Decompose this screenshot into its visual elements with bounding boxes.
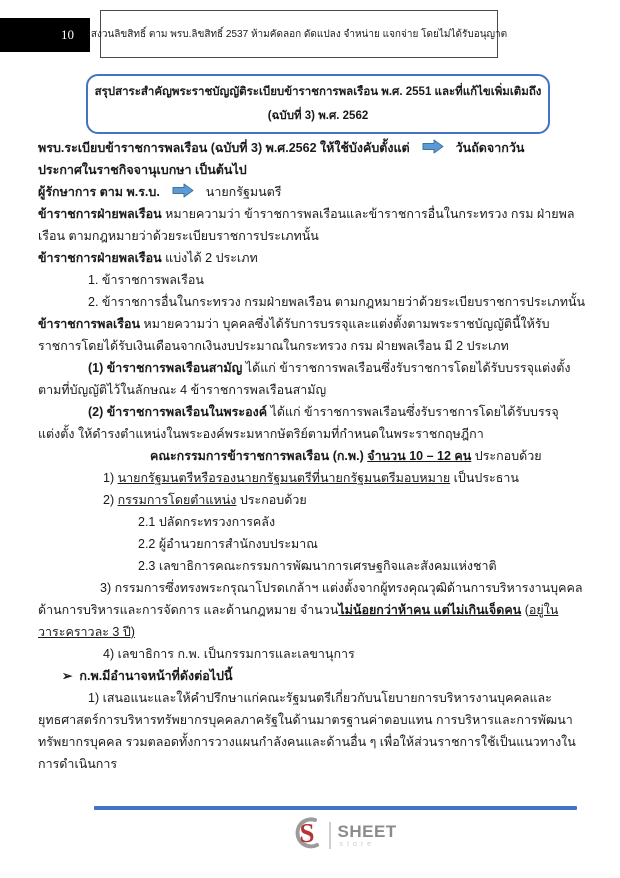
text-line (0, 181, 620, 203)
sheet-store-s-logo-icon (292, 816, 322, 855)
text-segment: ผู้รักษาการ ตาม พ.ร.บ. (38, 185, 160, 199)
text-segment: ได้แก่ ข้าราชการพลเรือนซึ่งรับราชการโดยได้รับบรรจุแต่งตั้ง (242, 361, 571, 375)
text-segment: นายกรัฐมนตรี (205, 185, 282, 199)
text-segment: คณะกรรมการข้าราชการพลเรือน (ก.พ.) (150, 449, 368, 463)
text-segment: 2.1 ปลัดกระทรวงการคลัง (138, 515, 276, 529)
text-segment: ตามที่บัญญัติไว้ในลักษณะ 4 ข้าราชการพลเรือนสามัญ (38, 383, 327, 397)
text-segment: ประกอบด้วย (471, 449, 542, 463)
text-line (0, 621, 620, 643)
text-line (0, 203, 620, 225)
text-line (0, 247, 620, 269)
text-line (0, 291, 620, 313)
text-line (0, 357, 620, 379)
text-line (0, 489, 620, 511)
text-segment: ข้าราชการพลเรือน (38, 317, 141, 331)
text-segment: 1) เสนอแนะและให้คำปรึกษาแก่คณะรัฐมนตรีเกี่ยวกับนโยบายการบริหารงานบุคคลและ (88, 691, 552, 705)
text-segment: อยู่ใน (528, 603, 559, 617)
text-line (0, 159, 620, 181)
text-line (0, 555, 620, 577)
right-block-arrow-icon (422, 139, 444, 161)
text-line (0, 313, 620, 335)
text-segment: ข้าราชการฝ่ายพลเรือน (38, 207, 162, 221)
text-segment: ทรัพยากรบุคคล รวมตลอดทั้งการวางแผนกำลังคนและด้านอื่น ๆ เพื่อให้ส่วนราชการใช้เป็นแนวทางใน (38, 735, 576, 749)
text-segment: จำนวน 10 – 12 คน (367, 449, 472, 463)
text-segment: แต่งตั้ง ให้ดำรงตำแหน่งในพระองค์พระมหากษัตริย์ตามที่กำหนดในพระราชกฤษฎีกา (38, 427, 484, 441)
text-segment: 2.3 เลขาธิการคณะกรรมการพัฒนาการเศรษฐกิจและสังคมแห่งชาติ (138, 559, 497, 573)
document-title-line1: สรุปสาระสำคัญพระราชบัญญัติระเบียบข้าราชการพลเรือน พ.ศ. 2551 และที่แก้ไขเพิ่มเติมถึง (94, 86, 542, 98)
text-line (0, 731, 620, 753)
text-line (0, 599, 620, 621)
text-segment: ข้าราชการฝ่ายพลเรือน (38, 251, 162, 265)
text-segment: ประกอบด้วย (236, 493, 307, 507)
text-segment: 4) เลขาธิการ ก.พ. เป็นกรรมการและเลขานุการ (103, 647, 355, 661)
text-segment: ไม่น้อยกว่าห้าคน แต่ไม่เกินเจ็ดคน (338, 603, 522, 617)
brand-subtitle: store (339, 840, 376, 848)
text-segment: เป็นประธาน (450, 471, 519, 485)
text-segment: นายกรัฐมนตรีหรือรองนายกรัฐมนตรีที่นายกรัฐมนตรีมอบหมาย (117, 471, 451, 485)
footer-divider-line (94, 806, 577, 810)
text-line (0, 225, 620, 247)
text-segment: ➢ ก.พ.มีอำนาจหน้าที่ดังต่อไปนี้ (62, 669, 233, 683)
text-segment: แบ่งได้ 2 ประเภท (161, 251, 258, 265)
text-line (0, 445, 620, 467)
brand-name: SHEET (337, 821, 397, 841)
sheet-store-logo (292, 816, 397, 854)
page-number-box (0, 18, 90, 52)
text-segment: ยุทธศาสตร์การบริหารทรัพยากรบุคคลภาครัฐในด้านมาตรฐานค่าตอบแทน การบริหารและการพัฒนา (38, 713, 573, 727)
text-segment: ได้แก่ ข้าราชการพลเรือนซึ่งรับราชการโดยได้รับบรรจุ (267, 405, 559, 419)
text-segment: หมายความว่า ข้าราชการพลเรือนและข้าราชการอื่นในกระทรวง กรม ฝ่ายพล (161, 207, 575, 221)
text-line (0, 401, 620, 423)
text-line (0, 643, 620, 665)
text-segment: (2) ข้าราชการพลเรือนในพระองค์ (88, 405, 268, 419)
text-line (0, 423, 620, 445)
text-segment: วาระคราวละ 3 ปี) (38, 625, 135, 639)
text-segment: 2.2 ผู้อำนวยการสำนักงบประมาณ (138, 537, 318, 551)
logo-text (338, 823, 397, 848)
text-line (0, 687, 620, 709)
copyright-notice: สงวนลิขสิทธิ์ ตาม พรบ.ลิขสิทธิ์ 2537 ห้ามคัดลอก ดัดแปลง จำหน่าย แจกจ่าย โดยไม่ได้รับอนุญาต (90, 28, 508, 40)
text-line (0, 665, 620, 687)
page-number: 10 (61, 27, 74, 42)
text-segment: 1. ข้าราชการพลเรือน (88, 273, 204, 287)
copyright-notice-box (90, 10, 508, 58)
text-segment: 3) กรรมการซึ่งทรงพระกรุณาโปรดเกล้าฯ แต่งตั้งจากผู้ทรงคุณวุฒิด้านการบริหารงานบุคคล (100, 581, 583, 595)
text-line (0, 709, 620, 731)
body-text (0, 137, 620, 775)
text-segment: 2. ข้าราชการอื่นในกระทรวง กรมฝ่ายพลเรือน ตามกฎหมายว่าด้วยระเบียบราชการประเภทนั้น (88, 295, 586, 309)
text-segment: พรบ.ระเบียบข้าราชการพลเรือน (ฉบับที่ 3) พ.ศ.2562 ให้ใช้บังคับตั้งแต่ (38, 141, 410, 155)
text-line (0, 379, 620, 401)
text-segment: วันถัดจากวัน (455, 141, 525, 155)
text-line (0, 753, 620, 775)
right-block-arrow-icon (172, 183, 194, 205)
text-segment: หมายความว่า บุคคลซึ่งได้รับการบรรจุและแต่งตั้งตามพระราชบัญญัตินี้ให้รับ (140, 317, 550, 331)
text-line (0, 335, 620, 357)
text-line (0, 467, 620, 489)
text-segment: (1) ข้าราชการพลเรือนสามัญ (88, 361, 243, 375)
svg-text:S: S (299, 817, 315, 848)
text-segment: เรือน ตามกฎหมายว่าด้วยระเบียบราชการประเภทนั้น (38, 229, 319, 243)
text-line (0, 577, 620, 599)
document-title-box (86, 74, 550, 134)
text-segment: ( (521, 603, 529, 617)
text-line (0, 269, 620, 291)
text-line (0, 533, 620, 555)
text-segment: กรรมการโดยตำแหน่ง (117, 493, 237, 507)
text-segment: ด้านการบริหารและการจัดการ และด้านกฎหมาย จำนวน (38, 603, 339, 617)
text-segment: ประกาศในราชกิจจานุเบกษา เป็นต้นไป (38, 163, 247, 177)
text-segment: 2) (103, 493, 118, 507)
logo-divider (329, 822, 331, 849)
text-segment: การดำเนินการ (38, 757, 118, 771)
text-line (0, 137, 620, 159)
text-line (0, 511, 620, 533)
document-title-line2: (ฉบับที่ 3) พ.ศ. 2562 (267, 110, 369, 122)
text-segment: ราชการโดยได้รับเงินเดือนจากเงินงบประมาณในกระทรวง กรม ฝ่ายพลเรือน มี 2 ประเภท (38, 339, 509, 353)
text-segment: 1) (103, 471, 118, 485)
